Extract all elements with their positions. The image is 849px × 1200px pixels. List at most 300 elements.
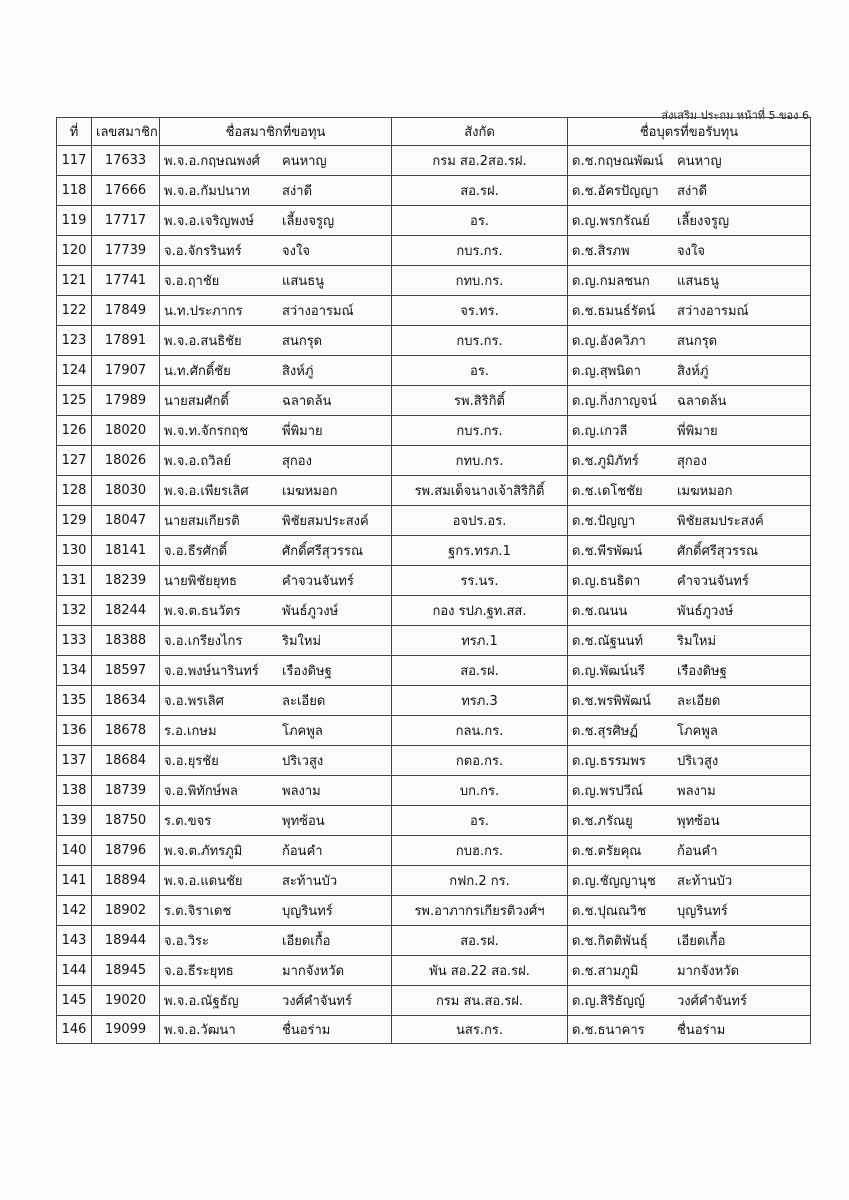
member-id: 19099 [92, 1016, 160, 1044]
member-id: 18739 [92, 776, 160, 806]
member-unit: บก.กร. [392, 776, 568, 806]
row-number: 136 [57, 716, 92, 746]
member-name-cell [160, 836, 392, 866]
child-last-name: สิงห์ภู่ [677, 364, 709, 379]
table-row [57, 146, 811, 176]
row-number: 121 [57, 266, 92, 296]
member-id: 18047 [92, 506, 160, 536]
member-name-cell [160, 596, 392, 626]
child-last-name: คำจวนจันทร์ [677, 574, 749, 589]
row-number: 123 [57, 326, 92, 356]
child-first-name: ด.ช.ตรัยคุณ [572, 844, 642, 859]
member-id: 17739 [92, 236, 160, 266]
column-header-child-name: ชื่อบุตรที่ขอรับทุน [568, 118, 811, 146]
member-unit: พัน สอ.22 สอ.รฝ. [392, 956, 568, 986]
member-name-cell [160, 626, 392, 656]
member-unit: สอ.รฝ. [392, 656, 568, 686]
row-number: 144 [57, 956, 92, 986]
table-row [57, 596, 811, 626]
member-last-name: คำจวนจันทร์ [282, 574, 354, 589]
child-name-cell [568, 266, 811, 296]
member-first-name: พ.จ.อ.วัฒนา [164, 1023, 236, 1038]
member-last-name: ปริเวสูง [282, 754, 324, 769]
table-row [57, 986, 811, 1016]
member-first-name: น.ท.ศักดิ์ชัย [164, 364, 231, 379]
child-name-cell [568, 596, 811, 626]
table-row [57, 896, 811, 926]
member-id: 18026 [92, 446, 160, 476]
member-first-name: พ.จ.ท.จักรกฤช [164, 424, 249, 439]
row-number: 118 [57, 176, 92, 206]
member-name-cell [160, 416, 392, 446]
child-last-name: เรืองดิษฐ [677, 664, 727, 679]
row-number: 122 [57, 296, 92, 326]
table-row [57, 296, 811, 326]
member-unit: ทรภ.1 [392, 626, 568, 656]
child-name-cell [568, 566, 811, 596]
member-id: 19020 [92, 986, 160, 1016]
child-name-cell [568, 176, 811, 206]
member-first-name: จ.อ.ฤาชัย [164, 274, 220, 289]
child-first-name: ด.ญ.สุพนิดา [572, 364, 641, 379]
member-first-name: พ.จ.อ.กัมปนาท [164, 184, 250, 199]
child-last-name: เมฆหมอก [677, 484, 733, 499]
member-first-name: พ.จ.อ.แดนชัย [164, 874, 243, 889]
table-row [57, 266, 811, 296]
member-unit: กรม สอ.2สอ.รฝ. [392, 146, 568, 176]
row-number: 132 [57, 596, 92, 626]
child-first-name: ด.ญ.อังควิภา [572, 334, 646, 349]
column-header-number: ที่ [57, 118, 92, 146]
row-number: 140 [57, 836, 92, 866]
member-name-cell [160, 686, 392, 716]
member-name-cell [160, 446, 392, 476]
member-id: 18894 [92, 866, 160, 896]
child-last-name: ชื่นอร่าม [677, 1023, 726, 1038]
member-name-cell [160, 386, 392, 416]
member-unit: รพ.สมเด็จนางเจ้าสิริกิติ์ [392, 476, 568, 506]
member-id: 17989 [92, 386, 160, 416]
child-name-cell [568, 296, 811, 326]
member-last-name: สง่าดี [282, 184, 313, 199]
child-first-name: ด.ช.ธนาคาร [572, 1023, 645, 1038]
table-row [57, 566, 811, 596]
member-first-name: นายสมศักดิ์ [164, 394, 229, 409]
member-id: 18030 [92, 476, 160, 506]
row-number: 141 [57, 866, 92, 896]
member-last-name: ฉลาดล้น [282, 394, 332, 409]
member-id: 18020 [92, 416, 160, 446]
child-last-name: สง่าดี [677, 184, 708, 199]
member-last-name: สุกอง [282, 454, 312, 469]
row-number: 135 [57, 686, 92, 716]
child-name-cell [568, 926, 811, 956]
child-last-name: ปริเวสูง [677, 754, 719, 769]
member-id: 17717 [92, 206, 160, 236]
member-unit: กบฮ.กร. [392, 836, 568, 866]
member-unit: อร. [392, 356, 568, 386]
child-name-cell [568, 956, 811, 986]
member-unit: กฟก.2 กร. [392, 866, 568, 896]
member-name-cell [160, 146, 392, 176]
child-last-name: ละเอียด [677, 694, 721, 709]
table-row [57, 446, 811, 476]
child-last-name: วงศ์คำจันทร์ [677, 994, 747, 1009]
row-number: 119 [57, 206, 92, 236]
row-number: 128 [57, 476, 92, 506]
child-first-name: ด.ช.พรพิพัฒน์ [572, 694, 651, 709]
member-id: 17741 [92, 266, 160, 296]
row-number: 129 [57, 506, 92, 536]
member-unit: อร. [392, 806, 568, 836]
row-number: 126 [57, 416, 92, 446]
child-first-name: ด.ญ.กมลชนก [572, 274, 650, 289]
child-first-name: ด.ญ.พรกรัณย์ [572, 214, 650, 229]
table-header-row [57, 118, 811, 146]
row-number: 146 [57, 1016, 92, 1044]
member-first-name: พ.จ.อ.เพียรเลิศ [164, 484, 249, 499]
table-row [57, 626, 811, 656]
member-name-cell [160, 266, 392, 296]
child-name-cell [568, 386, 811, 416]
child-first-name: ด.ช.ภรัณยู [572, 814, 633, 829]
member-name-cell [160, 236, 392, 266]
member-last-name: วงศ์คำจันทร์ [282, 994, 352, 1009]
child-last-name: พุทซ้อน [677, 814, 720, 829]
member-unit: อจปร.อร. [392, 506, 568, 536]
member-unit: กรม สน.สอ.รฝ. [392, 986, 568, 1016]
table-row [57, 656, 811, 686]
member-id: 17849 [92, 296, 160, 326]
child-first-name: ด.ช.สามภูมิ [572, 964, 639, 979]
child-first-name: ด.ญ.ธนธิดา [572, 574, 641, 589]
member-name-cell [160, 176, 392, 206]
child-name-cell [568, 356, 811, 386]
child-first-name: ด.ญ.ธรรมพร [572, 754, 646, 769]
row-number: 131 [57, 566, 92, 596]
member-name-cell [160, 206, 392, 236]
column-header-unit: สังกัด [392, 118, 568, 146]
member-id: 18239 [92, 566, 160, 596]
member-unit: จร.ทร. [392, 296, 568, 326]
table-row [57, 416, 811, 446]
child-name-cell [568, 716, 811, 746]
member-name-cell [160, 566, 392, 596]
table-row [57, 386, 811, 416]
table-row [57, 176, 811, 206]
child-first-name: ด.ช.ปุณณวิช [572, 904, 647, 919]
member-name-cell [160, 716, 392, 746]
child-last-name: พี่พิมาย [677, 424, 718, 439]
member-name-cell [160, 986, 392, 1016]
member-id: 17907 [92, 356, 160, 386]
member-last-name: ศักดิ์ศรีสุวรรณ [282, 544, 364, 559]
child-name-cell [568, 506, 811, 536]
member-first-name: พ.จ.อ.ณัฐธัญ [164, 994, 239, 1009]
member-first-name: จ.อ.เกรียงไกร [164, 634, 243, 649]
member-last-name: โภคพูล [282, 724, 323, 739]
member-first-name: จ.อ.วิระ [164, 934, 209, 949]
member-name-cell [160, 866, 392, 896]
member-id: 18141 [92, 536, 160, 566]
member-first-name: นายพิชัยยุทธ [164, 574, 237, 589]
member-first-name: พ.จ.อ.เจริญพงษ์ [164, 214, 254, 229]
member-last-name: สิงห์ภู่ [282, 364, 314, 379]
member-name-cell [160, 896, 392, 926]
table-row [57, 806, 811, 836]
member-unit: ทรภ.3 [392, 686, 568, 716]
table-row [57, 836, 811, 866]
column-header-member-id: เลขสมาชิก [92, 118, 160, 146]
row-number: 139 [57, 806, 92, 836]
child-last-name: พิชัยสมประสงค์ [677, 514, 764, 529]
child-name-cell [568, 776, 811, 806]
child-first-name: ด.ญ.เกวลี [572, 424, 628, 439]
child-first-name: ด.ญ.ชัญญานุช [572, 874, 656, 889]
child-first-name: ด.ช.สุรศิษฏ์ [572, 724, 638, 739]
row-number: 133 [57, 626, 92, 656]
member-id: 18634 [92, 686, 160, 716]
child-last-name: สนกรุด [677, 334, 718, 349]
member-first-name: ร.ต.จิราเดช [164, 904, 232, 919]
member-unit: นสร.กร. [392, 1016, 568, 1044]
member-name-cell [160, 476, 392, 506]
member-unit: กทบ.กร. [392, 446, 568, 476]
table-row [57, 476, 811, 506]
member-last-name: มากจังหวัด [282, 964, 345, 979]
child-last-name: โภคพูล [677, 724, 718, 739]
member-first-name: นายสมเกียรติ [164, 514, 240, 529]
child-name-cell [568, 1016, 811, 1044]
child-name-cell [568, 476, 811, 506]
row-number: 134 [57, 656, 92, 686]
member-id: 18678 [92, 716, 160, 746]
child-last-name: เอียดเกื้อ [677, 934, 726, 949]
member-last-name: สว่างอารมณ์ [282, 304, 354, 319]
child-name-cell [568, 806, 811, 836]
child-first-name: ด.ช.สิรภพ [572, 244, 630, 259]
member-last-name: พันธ์ภูวงษ์ [282, 604, 339, 619]
table-row [57, 506, 811, 536]
member-id: 17891 [92, 326, 160, 356]
member-name-cell [160, 296, 392, 326]
row-number: 138 [57, 776, 92, 806]
child-last-name: ก้อนคำ [677, 844, 718, 859]
table-row [57, 866, 811, 896]
child-name-cell [568, 746, 811, 776]
table-row [57, 1016, 811, 1044]
member-last-name: พี่พิมาย [282, 424, 323, 439]
member-unit: กบร.กร. [392, 326, 568, 356]
child-name-cell [568, 986, 811, 1016]
member-last-name: เรืองดิษฐ [282, 664, 332, 679]
scholarship-roster-table [56, 117, 811, 1044]
child-first-name: ด.ญ.กิ่งกาญจน์ [572, 394, 657, 409]
row-number: 143 [57, 926, 92, 956]
member-unit: กบร.กร. [392, 236, 568, 266]
child-last-name: คนหาญ [677, 154, 722, 169]
member-id: 18597 [92, 656, 160, 686]
member-name-cell [160, 356, 392, 386]
child-name-cell [568, 236, 811, 266]
child-last-name: ศักดิ์ศรีสุวรรณ [677, 544, 759, 559]
member-first-name: น.ท.ประภากร [164, 304, 243, 319]
table-row [57, 536, 811, 566]
member-last-name: ละเอียด [282, 694, 326, 709]
member-id: 18902 [92, 896, 160, 926]
child-last-name: สะท้านบัว [677, 874, 733, 889]
child-first-name: ด.ช.ธมนธ์รัตน์ [572, 304, 656, 319]
member-last-name: เลี้ยงจรูญ [282, 214, 335, 229]
table-row [57, 746, 811, 776]
member-name-cell [160, 506, 392, 536]
row-number: 130 [57, 536, 92, 566]
member-unit: รร.นร. [392, 566, 568, 596]
child-last-name: มากจังหวัด [677, 964, 740, 979]
member-first-name: พ.จ.ต.ธนวัตร [164, 604, 241, 619]
child-last-name: ริมใหม่ [677, 634, 717, 649]
child-first-name: ด.ญ.สิริธัญญ์ [572, 994, 645, 1009]
row-number: 117 [57, 146, 92, 176]
table-row [57, 716, 811, 746]
member-first-name: จ.อ.จักรรินทร์ [164, 244, 242, 259]
member-last-name: จงใจ [282, 244, 310, 259]
table-row [57, 206, 811, 236]
child-last-name: สว่างอารมณ์ [677, 304, 749, 319]
row-number: 125 [57, 386, 92, 416]
child-name-cell [568, 686, 811, 716]
row-number: 127 [57, 446, 92, 476]
row-number: 120 [57, 236, 92, 266]
child-name-cell [568, 446, 811, 476]
child-name-cell [568, 626, 811, 656]
child-first-name: ด.ช.ปัญญา [572, 514, 636, 529]
table-row [57, 236, 811, 266]
member-first-name: จ.อ.พรเลิศ [164, 694, 224, 709]
child-first-name: ด.ช.ณัฐนนท์ [572, 634, 644, 649]
member-id: 18750 [92, 806, 160, 836]
member-first-name: ร.อ.เกษม [164, 724, 217, 739]
member-first-name: ร.ต.ขจร [164, 814, 212, 829]
member-first-name: พ.จ.ต.ภัทรภูมิ [164, 844, 243, 859]
member-last-name: สนกรุด [282, 334, 323, 349]
child-last-name: พันธ์ภูวงษ์ [677, 604, 734, 619]
member-first-name: จ.อ.พิทักษ์พล [164, 784, 238, 799]
member-name-cell [160, 746, 392, 776]
member-id: 18945 [92, 956, 160, 986]
member-id: 17633 [92, 146, 160, 176]
member-unit: อร. [392, 206, 568, 236]
table-row [57, 326, 811, 356]
member-id: 18388 [92, 626, 160, 656]
child-last-name: ฉลาดล้น [677, 394, 727, 409]
member-last-name: ริมใหม่ [282, 634, 322, 649]
member-name-cell [160, 326, 392, 356]
member-name-cell [160, 956, 392, 986]
member-name-cell [160, 776, 392, 806]
member-name-cell [160, 1016, 392, 1044]
member-unit: รพ.สิริกิติ์ [392, 386, 568, 416]
child-first-name: ด.ช.ณนน [572, 604, 628, 619]
member-name-cell [160, 806, 392, 836]
child-last-name: เลี้ยงจรูญ [677, 214, 730, 229]
member-last-name: ก้อนคำ [282, 844, 323, 859]
member-first-name: จ.อ.ธีรศักดิ์ [164, 544, 228, 559]
member-unit: รพ.อาภากรเกียรติวงศ์ฯ [392, 896, 568, 926]
table-row [57, 926, 811, 956]
member-unit: ฐกร.ทรภ.1 [392, 536, 568, 566]
table-row [57, 956, 811, 986]
child-last-name: จงใจ [677, 244, 705, 259]
member-last-name: เอียดเกื้อ [282, 934, 331, 949]
member-last-name: คนหาญ [282, 154, 327, 169]
member-name-cell [160, 926, 392, 956]
child-first-name: ด.ช.ภูมิภัทร์ [572, 454, 639, 469]
child-name-cell [568, 866, 811, 896]
child-first-name: ด.ญ.พรปวีณ์ [572, 784, 643, 799]
child-first-name: ด.ช.กฤษณพัฒน์ [572, 154, 664, 169]
member-unit: กลน.กร. [392, 716, 568, 746]
child-first-name: ด.ช.อัครปัญญา [572, 184, 659, 199]
child-last-name: สุกอง [677, 454, 707, 469]
table-row [57, 356, 811, 386]
member-first-name: พ.จ.อ.ถวิลย์ [164, 454, 232, 469]
child-name-cell [568, 536, 811, 566]
table-row [57, 776, 811, 806]
child-name-cell [568, 206, 811, 236]
member-name-cell [160, 656, 392, 686]
member-id: 18684 [92, 746, 160, 776]
member-first-name: จ.อ.พงษ์นารินทร์ [164, 664, 259, 679]
child-name-cell [568, 326, 811, 356]
member-first-name: พ.จ.อ.กฤษณพงศ์ [164, 154, 260, 169]
member-id: 18944 [92, 926, 160, 956]
row-number: 142 [57, 896, 92, 926]
member-unit: สอ.รฝ. [392, 176, 568, 206]
member-first-name: จ.อ.ธีระยุทธ [164, 964, 234, 979]
child-first-name: ด.ช.พีรพัฒน์ [572, 544, 643, 559]
child-name-cell [568, 836, 811, 866]
child-first-name: ด.ช.เดโชชัย [572, 484, 643, 499]
member-id: 18244 [92, 596, 160, 626]
page-number-label: ส่งเสริม ประถม หน้าที่ 5 ของ 6 [661, 109, 809, 122]
child-name-cell [568, 656, 811, 686]
member-last-name: พิชัยสมประสงค์ [282, 514, 369, 529]
child-name-cell [568, 146, 811, 176]
member-last-name: ชื่นอร่าม [282, 1023, 331, 1038]
row-number: 124 [57, 356, 92, 386]
child-first-name: ด.ช.กิตติพันธุ์ [572, 934, 648, 949]
row-number: 137 [57, 746, 92, 776]
member-last-name: บุญรินทร์ [282, 904, 333, 919]
table-row [57, 686, 811, 716]
child-name-cell [568, 896, 811, 926]
row-number: 145 [57, 986, 92, 1016]
member-name-cell [160, 536, 392, 566]
table-body [57, 146, 811, 1044]
column-header-member-name: ชื่อสมาชิกที่ขอทุน [160, 118, 392, 146]
member-last-name: เมฆหมอก [282, 484, 338, 499]
member-last-name: สะท้านบัว [282, 874, 338, 889]
member-unit: กทบ.กร. [392, 266, 568, 296]
member-unit: กตอ.กร. [392, 746, 568, 776]
child-first-name: ด.ญ.พัฒน์นรี [572, 664, 645, 679]
member-first-name: จ.อ.ยุรชัย [164, 754, 219, 769]
member-unit: กบร.กร. [392, 416, 568, 446]
member-unit: สอ.รฝ. [392, 926, 568, 956]
member-first-name: พ.จ.อ.สนธิชัย [164, 334, 242, 349]
member-unit: กอง รปภ.ฐท.สส. [392, 596, 568, 626]
